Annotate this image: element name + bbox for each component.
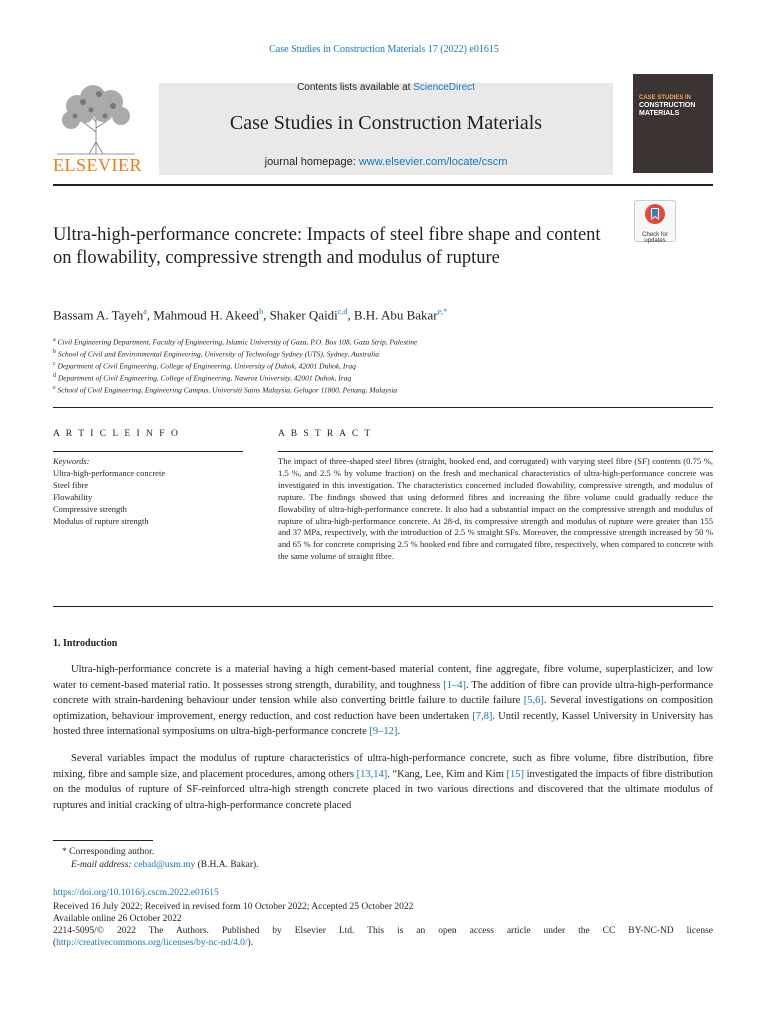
author[interactable]: Mahmoud H. Akeed [153,307,260,323]
author[interactable]: Shaker Qaidi [269,307,338,323]
introduction-paragraph-1 [53,662,713,740]
doi-link[interactable] [53,888,713,900]
license-link[interactable]: http://creativecommons.org/licenses/by-nc-nd/4.0/ [56,938,248,948]
author-affil-mark[interactable]: a [143,307,147,316]
citation-link[interactable]: [13,14] [356,768,388,780]
journal-reference[interactable]: Case Studies in Construction Materials 17 (2022) e01615 [269,44,499,55]
author-affil-mark[interactable]: c,d [337,307,348,316]
bookmark-icon [635,201,675,227]
journal-title: Case Studies in Construction Materials [229,112,543,134]
author-affil-mark[interactable]: e,* [437,307,448,316]
elsevier-tree-logo [53,82,139,156]
footnote-rule [53,840,153,841]
cover-line-1: CASE STUDIES IN [639,95,692,101]
email-line [71,859,259,872]
cover-line-2: CONSTRUCTION [639,102,696,109]
sciencedirect-link[interactable]: ScienceDirect [413,82,475,93]
contents-prefix: Contents lists available at [297,82,414,93]
article-title: Ultra-high-performance concrete: Impacts of steel fibre shape and content on flowability, compressive strength and modulus of rupture [53,225,601,268]
paragraph-text: . Until recently, Kassel University in University has hosted three international symposiums on ultra-high-performance concrete [53,710,713,737]
author[interactable]: Bassam A. Tayeh [53,307,144,323]
cover-title [639,94,709,118]
check-updates-line-2: updates [644,238,666,244]
affiliation-text: School of Civil Engineering, Engineering Campus, Universiti Sains Malaysia, Gelugor 11800, Penang, Malaysia [57,385,398,395]
citation-link[interactable]: [9–12] [369,726,398,737]
affiliation [53,361,356,371]
homepage-prefix: journal homepage: [264,156,359,168]
author-affil-mark[interactable]: b [259,307,264,316]
author-list [53,307,447,323]
affiliation [53,349,379,359]
header-divider [53,184,713,186]
paragraph-text: . [397,726,400,737]
keywords-label: Keywords: [53,456,90,466]
journal-cover[interactable] [633,74,713,173]
article-info-rule [53,451,243,452]
introduction-paragraph-2 [53,751,713,813]
paragraph-text: Ultra-high-performance concrete is a material having a high cement-based material content, fine aggregate, fibre volume, superplasticizer, and low water to cement-based material ratio. It possesses strong strength, durability, and toughness [53,664,713,691]
cover-line-3: MATERIALS [639,110,680,117]
citation-link[interactable]: [7,8] [472,710,493,722]
license-link-line [53,938,713,950]
paragraph-text: . “Kang, Lee, Kim and Kim [387,768,507,780]
license-paren: ). [247,938,254,948]
paragraph-text: Several variables impact the modulus of rupture characteristics of ultra-high-performance concrete, such as fibre volume, fibre distribution, fibre mixing, fibre and sample size, and placement procedures, among others [53,753,713,780]
license-statement: 2214-5095/© 2022 The Authors. Published by Elsevier Ltd. This is an open access article under the CC BY-NC-ND license [53,926,713,936]
homepage-link[interactable]: www.elsevier.com/locate/cscm [358,156,508,168]
license-paren: ( [53,938,57,948]
paragraph-text: investigated the impacts of fibre distribution on the modulus of rupture of SF-reinforced ultra-high strength concrete placed in two various directions and discovered that the ultimate modulus of ruptures and initial cracking of ultra-high-performance concrete placed [53,768,713,811]
check-updates-line-1: Check for [642,232,668,238]
received-dates: Received 16 July 2022; Received in revised form 10 October 2022; Accepted 25 October 2022 [53,902,414,912]
keyword: Flowability [53,492,93,502]
publisher-wordmark: ELSEVIER [53,155,142,175]
affiliation-mark: d [53,373,56,379]
affiliation-text: Department of Civil Engineering, College of Engineering, Nawroz University, 42001 Duhok, Iraq [57,373,352,383]
affiliation-text: Civil Engineering Department, Faculty of Engineering, Islamic University of Gaza, P.O. Box 108, Gaza Strip, Palestine [57,337,418,347]
abstract-heading: A B S T R A C T [278,429,373,439]
paragraph-text: . Several investigations on composition optimization, behaviour improvement, energy reduction, and cost reduction have been undertaken [53,695,713,722]
citation-link[interactable]: [15] [506,768,524,780]
affiliation-mark: e [53,385,56,391]
affiliation-text: Department of Civil Engineering, College of Engineering, University of Duhok, 42001 Duhok, Iraq [57,361,356,371]
check-for-updates-button[interactable] [634,200,676,242]
article-info-heading: A R T I C L E I N F O [53,429,180,439]
abstract-text: The impact of three-shaped steel fibres (straight, hooked end, and corrugated) with varying steel fibre (SF) contents (0.75 %, 1.5 %, and 2.5 % by volume fraction) on the fresh and mechanical characteristics of ultra-high-performance concrete was investigated in this investigation. The characteristics concerned included flowability, compressive strength, and modulus of rupture. The findings showed that using deformed fibres and increasing the fibre volume could gradually reduce the flowability of ultra-high-performance concrete. It also had a substantial impact on the compressive strength and modulus of rupture of ultra-high-performance concrete. At 28-d, its compressive strength and modulus of rupture were greater than 155 and 37 MPa, respectively, with the introduction of 2.5 % straight SFs. Moreover, the compressive strength increased by 50 % and 65 % for concrete comprising 2.5 % hooked end fibre and corrugated fibre, respectively, when compared to concrete with the same volume of straight fibre. [278,456,713,562]
affiliation-mark: c [53,361,56,367]
journal-homepage-line [159,156,613,168]
keyword: Steel fibre [53,480,89,490]
affiliation-text: School of Civil and Environmental Engineering, University of Technology Sydney (UTS), Sydney, Australia [57,349,380,359]
affiliation [53,337,417,347]
affiliation-mark: a [53,337,56,343]
author[interactable]: B.H. Abu Bakar [353,307,438,323]
doi-text[interactable]: https://doi.org/10.1016/j.cscm.2022.e01615 [53,888,219,898]
abstract-rule [278,451,713,452]
keyword: Ultra-high-performance concrete [53,468,166,478]
author-separator: , [146,307,154,323]
author-separator: , [263,307,270,323]
abstract-divider [53,606,713,607]
citation-link[interactable]: [5,6] [523,695,544,706]
email-label: E-mail address: [71,860,132,870]
front-matter-divider [53,407,713,408]
email-suffix: (B.H.A. Bakar). [195,860,259,870]
affiliation [53,385,397,395]
author-separator: , [347,307,354,323]
paragraph-text: . The addition of fibre can provide ultra-high-performance concrete with strain-hardening behaviour under tension while also converting brittle failure to ductile failure [53,679,714,706]
email-link[interactable]: cebad@usm.my [133,860,196,870]
keyword: Modulus of rupture strength [53,516,149,526]
introduction-heading: 1. Introduction [53,638,118,649]
keyword: Compressive strength [53,504,127,514]
available-online-date: Available online 26 October 2022 [53,914,182,924]
contents-line [159,82,613,93]
citation-link[interactable]: [1–4] [443,679,466,691]
affiliation-mark: b [53,349,56,355]
corresponding-author-note: * Corresponding author. [62,847,155,857]
affiliation [53,373,351,383]
